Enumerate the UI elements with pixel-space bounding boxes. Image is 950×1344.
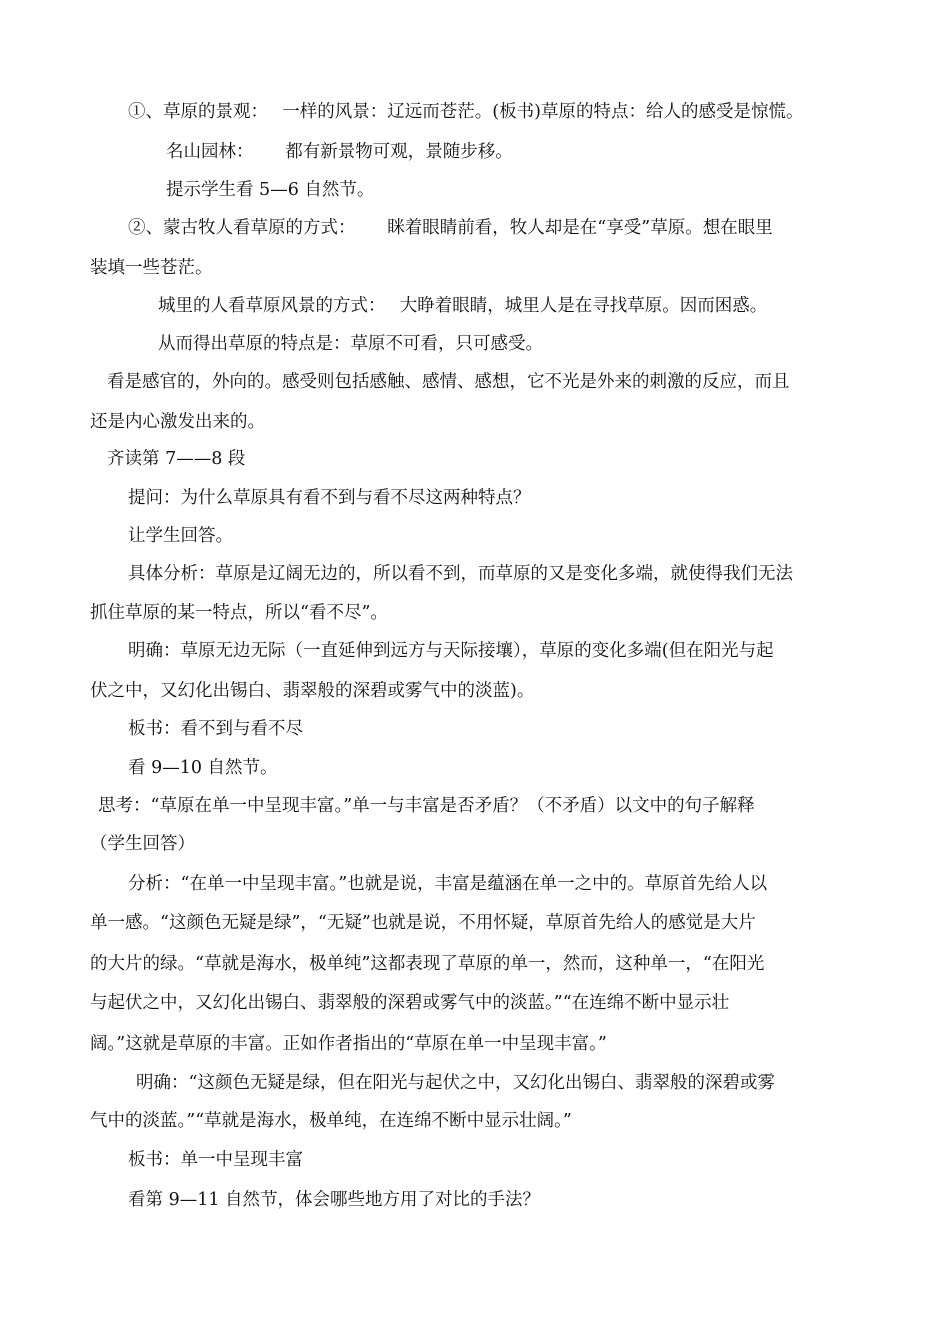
text-line: （学生回答） [90, 834, 195, 854]
text-line: 看是感官的，外向的。感受则包括感触、感情、感想，它不光是外来的刺激的反应，而且 [107, 372, 790, 392]
text-line: 的大片的绿。“草就是海水，极单纯”这都表现了草原的单一，然而，这种单一，“在阳光 [90, 954, 765, 974]
text-line: 让学生回答。 [128, 526, 233, 546]
text-line: ①、草原的景观： 一样的风景：辽远而苍茫。(板书)草原的特点：给人的感受是惊慌。 [128, 102, 804, 122]
text-line: 思考：“草原在单一中呈现丰富。”单一与丰富是否矛盾？（不矛盾）以文中的句子解释 [98, 796, 755, 816]
text-line: 伏之中，又幻化出锡白、翡翠般的深碧或雾气中的淡蓝)。 [90, 681, 535, 701]
text-line: 单一感。“这颜色无疑是绿”，“无疑”也就是说，不用怀疑，草原首先给人的感觉是大片 [90, 913, 756, 933]
text-line: 提问：为什么草原具有看不到与看不尽这两种特点？ [128, 488, 531, 508]
text-line: 看 9—10 自然节。 [128, 758, 278, 778]
text-line: 分析：“在单一中呈现丰富。”也就是说，丰富是蕴涵在单一之中的。草原首先给人以 [128, 874, 768, 894]
text-line: 名山园林： 都有新景物可观，景随步移。 [166, 142, 513, 162]
text-line: 气中的淡蓝。”“草就是海水，极单纯，在连绵不断中显示壮阔。” [90, 1111, 572, 1131]
text-line: 阔。”这就是草原的丰富。正如作者指出的“草原在单一中呈现丰富。” [90, 1034, 607, 1054]
text-line: 板书：看不到与看不尽 [128, 719, 303, 739]
text-line: 还是内心激发出来的。 [90, 412, 265, 432]
text-line: 城里的人看草原风景的方式： 大睁着眼睛，城里人是在寻找草原。因而困惑。 [158, 296, 768, 316]
text-line: 具体分析：草原是辽阔无边的，所以看不到，而草原的又是变化多端，就使得我们无法 [128, 564, 793, 584]
text-line: 装填一些苍茫。 [90, 258, 213, 278]
text-line: 明确：草原无边无际（一直延伸到远方与天际接壤），草原的变化多端(但在阳光与起 [128, 641, 774, 661]
text-line: 抓住草原的某一特点，所以“看不尽”。 [90, 603, 388, 623]
text-line: 看第 9—11 自然节，体会哪些地方用了对比的手法？ [128, 1190, 541, 1210]
text-line: 齐读第 7——8 段 [107, 449, 246, 469]
text-line: 提示学生看 5—6 自然节。 [166, 180, 375, 200]
text-line: ②、蒙古牧人看草原的方式： 眯着眼睛前看，牧人却是在“享受”草原。想在眼里 [128, 218, 773, 238]
text-line: 与起伏之中，又幻化出锡白、翡翠般的深碧或雾气中的淡蓝。”“在连绵不断中显示壮 [90, 993, 730, 1013]
text-line: 板书：单一中呈现丰富 [128, 1150, 303, 1170]
text-line: 明确：“这颜色无疑是绿，但在阳光与起伏之中，又幻化出锡白、翡翠般的深碧或雾 [136, 1073, 775, 1093]
text-line: 从而得出草原的特点是：草原不可看，只可感受。 [158, 334, 543, 354]
